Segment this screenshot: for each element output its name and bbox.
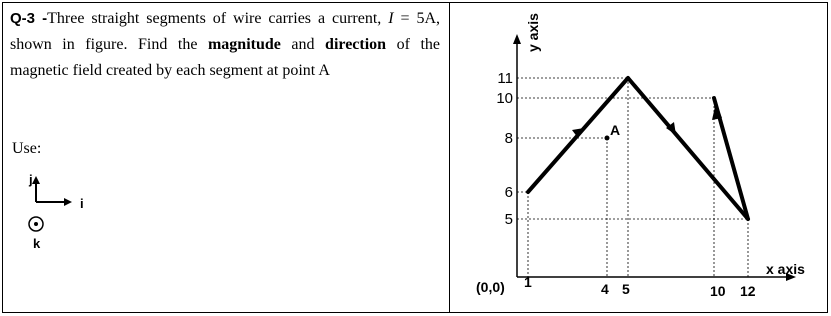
keyword-magnitude: magnitude — [207, 36, 281, 53]
x-tick: 4 — [601, 281, 609, 297]
y-tick: 8 — [504, 130, 513, 147]
question-number: Q-3 - — [10, 10, 48, 27]
wire-segments — [528, 78, 748, 219]
wire-diagram — [450, 2, 828, 313]
x-tick: 5 — [622, 281, 630, 297]
unit-i-label: i — [80, 196, 84, 211]
x-tick: 10 — [710, 283, 726, 299]
y-tick: 11 — [497, 70, 513, 87]
x-axis-label: x axis — [766, 261, 805, 277]
keyword-direction: direction — [325, 36, 387, 53]
segment-3-arrow — [712, 102, 722, 120]
point-a-label: A — [610, 122, 621, 138]
x-tick: 12 — [740, 283, 756, 299]
unit-j-label: j — [29, 172, 33, 187]
use-label: Use: — [12, 140, 42, 157]
conjunction-and: and — [280, 36, 326, 53]
origin-label: (0,0) — [476, 279, 505, 295]
question-part2: of the magnetic field created by each segment at point A — [10, 36, 441, 79]
point-a — [605, 136, 610, 141]
current-symbol: I — [388, 10, 394, 27]
x-tick: 1 — [524, 274, 532, 290]
y-tick: 10 — [496, 90, 513, 107]
current-value: = 5A, shown in figure. Find the — [10, 10, 441, 53]
question-part1: Three straight segments of wire carries a current, — [47, 10, 382, 27]
y-tick: 5 — [504, 211, 513, 228]
question-text — [10, 6, 440, 84]
y-tick-labels — [496, 70, 513, 228]
unit-k-label: k — [33, 236, 41, 251]
y-tick: 6 — [504, 184, 513, 201]
y-axis-label: y axis — [525, 13, 541, 52]
